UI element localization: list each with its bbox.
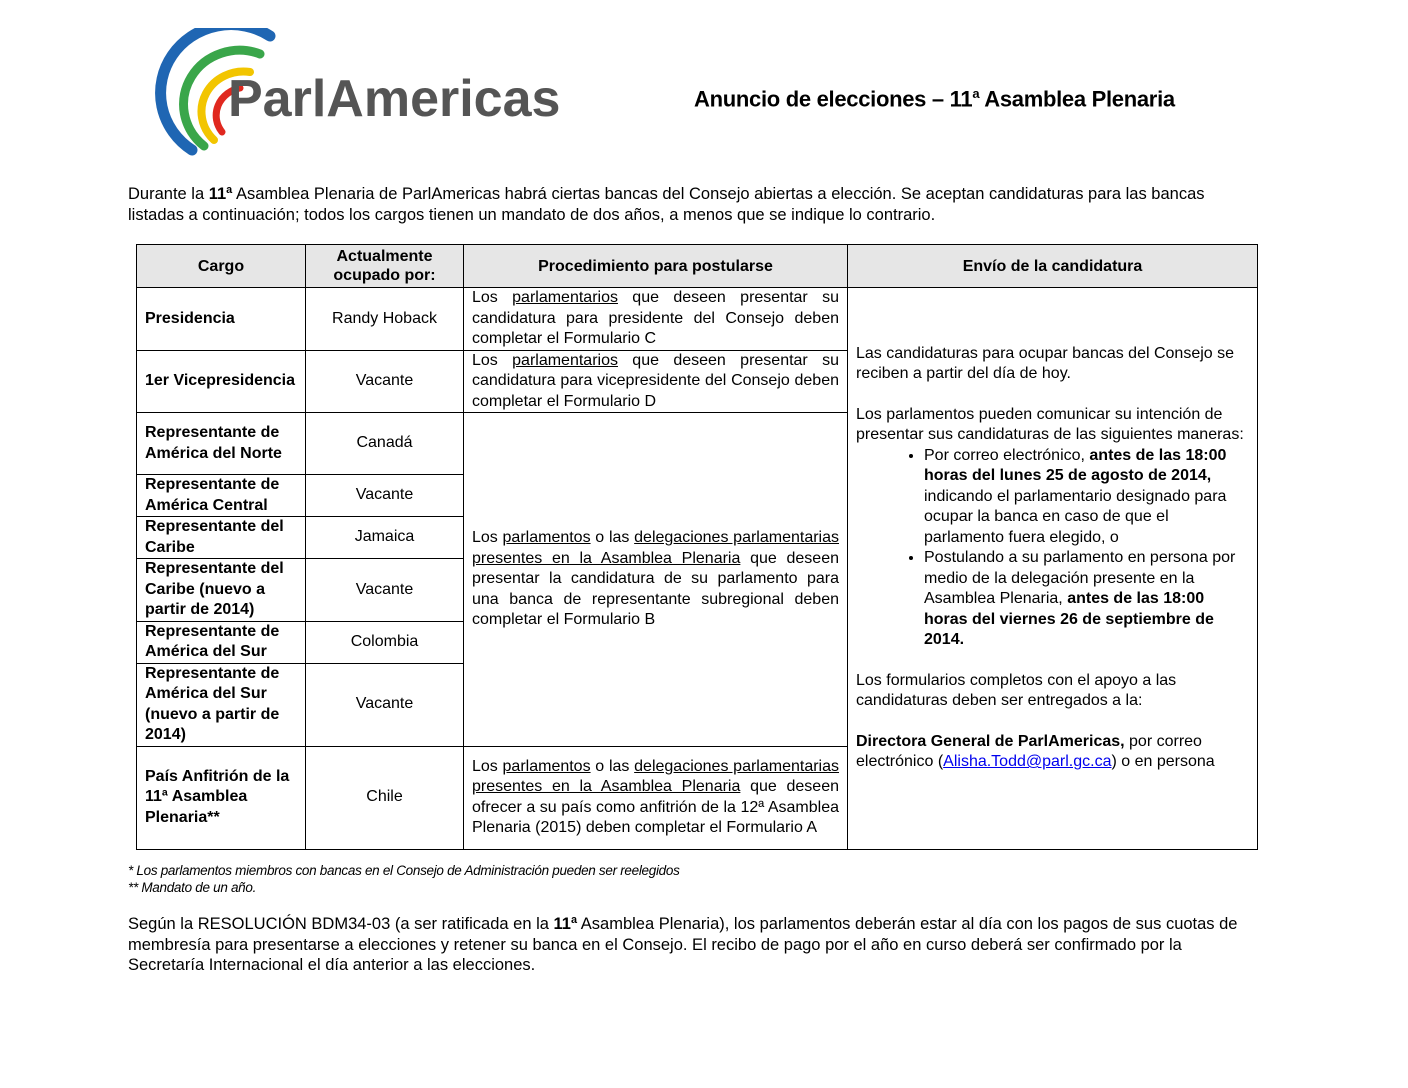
- occupant-cell: Vacante: [306, 663, 464, 746]
- elections-table: [136, 244, 1258, 850]
- parlamericas-logo: [140, 28, 600, 158]
- occupant-cell: Canadá: [306, 413, 464, 475]
- cargo-cell: Presidencia: [137, 288, 306, 351]
- cargo-cell: Representante de América Central: [137, 475, 306, 517]
- cargo-cell: País Anfitrión de la 11ª Asamblea Plenaria**: [137, 746, 306, 849]
- cargo-cell: Representante de América del Norte: [137, 413, 306, 475]
- list-item: • Por correo electrónico, antes de las 18:00 horas del lunes 25 de agosto de 2014, indicando el parlamentario designado para ocupar la banca en caso de que el parlamento fuera elegido, o: [924, 446, 1249, 549]
- intro-paragraph: Durante la 11ª Asamblea Plenaria de ParlAmericas habrá ciertas bancas del Consejo abiertas a elección. Se aceptan candidaturas para las bancas listadas a continuación; todos los cargos tienen un mandato de dos años, a menos que se indique lo contrario.: [128, 185, 1205, 224]
- submission-cell: [848, 288, 1258, 850]
- procedure-cell: Los parlamentos o las delegaciones parlamentarias presentes en la Asamblea Plenaria que deseen presentar la candidatura de su parlamento para una banca de representante subregional deben completar el Formulario B: [464, 413, 848, 747]
- table-row: [137, 288, 1258, 351]
- header-cargo: Cargo: [137, 245, 306, 288]
- occupant-cell: Colombia: [306, 621, 464, 663]
- cargo-cell: Representante del Caribe: [137, 517, 306, 559]
- occupant-cell: Vacante: [306, 559, 464, 622]
- footnotes: [128, 862, 680, 896]
- occupant-cell: Vacante: [306, 475, 464, 517]
- submission-methods-list: [856, 446, 1249, 651]
- occupant-cell: Jamaica: [306, 517, 464, 559]
- submission-intro: Las candidaturas para ocupar bancas del Consejo se reciben a partir del día de hoy.: [856, 344, 1235, 383]
- procedure-cell: Los parlamentos o las delegaciones parlamentarias presentes en la Asamblea Plenaria que deseen ofrecer a su país como anfitrión de la 12ª Asamblea Plenaria (2015) deben completar el Formulario A: [464, 746, 848, 849]
- logo-text: ParlAmericas: [228, 70, 561, 128]
- submission-forms-note: Los formularios completos con el apoyo a las candidaturas deben ser entregados a la:: [856, 671, 1177, 710]
- procedure-cell: Los parlamentarios que deseen presentar su candidatura para presidente del Consejo deben completar el Formulario C: [464, 288, 848, 351]
- occupant-cell: Randy Hoback: [306, 288, 464, 351]
- resolution-paragraph: Según la RESOLUCIÓN BDM34-03 (a ser ratificada en la 11ª Asamblea Plenaria), los parlamentos deberán estar al día con los pagos de sus cuotas de membresía para presentarse a elecciones y retener su banca en el Consejo. El recibo de pago por el año en curso deberá ser confirmado por la Secretaría Internacional el día anterior a las elecciones.: [128, 915, 1238, 974]
- occupant-cell: Chile: [306, 746, 464, 849]
- procedure-cell: Los parlamentarios que deseen presentar su candidatura para vicepresidente del Consejo deben completar el Formulario D: [464, 350, 848, 413]
- footnote-1: * Los parlamentos miembros con bancas en el Consejo de Administración pueden ser reelegidos: [128, 863, 680, 878]
- cargo-cell: Representante de América del Sur: [137, 621, 306, 663]
- occupant-cell: Vacante: [306, 350, 464, 413]
- submission-methods-intro: Los parlamentos pueden comunicar su intención de presentar sus candidaturas de las siguientes maneras:: [856, 405, 1244, 444]
- cargo-cell: Representante del Caribe (nuevo a partir de 2014): [137, 559, 306, 622]
- header-procedimiento: Procedimiento para postularse: [464, 245, 848, 288]
- submission-contact: Directora General de ParlAmericas, por correo electrónico (Alisha.Todd@parl.gc.ca) o en persona: [856, 732, 1215, 771]
- cargo-cell: Representante de América del Sur (nuevo a partir de 2014): [137, 663, 306, 746]
- header-actualmente: Actualmente ocupado por:: [306, 245, 464, 288]
- list-item: • Postulando a su parlamento en persona por medio de la delegación presente en la Asamblea Plenaria, antes de las 18:00 horas del viernes 26 de septiembre de 2014.: [924, 548, 1249, 651]
- footnote-2: ** Mandato de un año.: [128, 880, 257, 895]
- email-link[interactable]: Alisha.Todd@parl.gc.ca: [943, 753, 1112, 771]
- header-envio: Envío de la candidatura: [848, 245, 1258, 288]
- document-title: Anuncio de elecciones – 11$^a$ Asamblea Plenaria: [694, 86, 1175, 112]
- table-header-row: [137, 245, 1258, 288]
- cargo-cell: 1er Vicepresidencia: [137, 350, 306, 413]
